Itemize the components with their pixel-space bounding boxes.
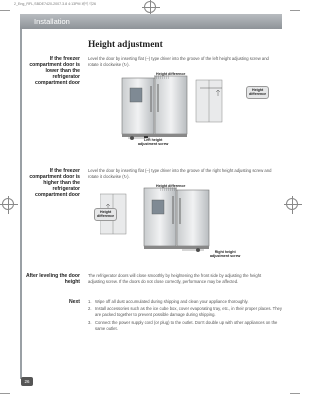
diagram-left-adjust (100, 72, 280, 146)
screw-label-line: adjustment screw (138, 142, 169, 146)
heading-after-leveling: After leveling the door height (25, 273, 80, 285)
registration-mark (144, 1, 156, 13)
crop-mark (0, 393, 10, 394)
page-title: Height adjustment (88, 40, 163, 50)
section-label: Installation (34, 17, 70, 26)
badge-height-difference (94, 208, 117, 221)
label-right-screw (210, 250, 240, 258)
text-freezer-higher: Level the door by inserting flat (–) type driver into the groove of the right height adjusting screw and rotate it clockwise (↻). (88, 168, 272, 180)
crop-mark (290, 393, 300, 394)
step-text: Connect the power supply cord (or plug) to the outlet. Don't double up with other appliances on the same outlet. (95, 319, 278, 331)
badge-line: Height (252, 88, 264, 92)
text-after-leveling: The refrigerator doors will close smoothly by heightening the front side by adjusting the height adjusting screw. If the doors do not close correctly, performance may be affected. (88, 273, 262, 285)
badge-line: difference (249, 92, 267, 97)
label-height-difference: Height difference (156, 184, 186, 188)
step-text: Install accessories such as the ice cube box, cover evaporating tray, etc., in their proper places. They are packed together to prevent possible damage during shipping. (95, 306, 282, 318)
fridge-illustration-left (100, 72, 280, 146)
step-text: Wipe off all dust accumulated during shipping and clean your appliance thoroughly. (95, 299, 249, 304)
heading-freezer-higher: If the freezer compartment door is higher than the refrigerator compartment door (29, 168, 80, 198)
crop-mark (290, 10, 300, 11)
badge-height-difference (246, 86, 269, 99)
text-freezer-lower: Level the door by inserting flat (–) type driver into the groove of the left height adjusting screw and rotate it clockwise (↻). (88, 56, 269, 68)
screw-label-line: adjustment screw (210, 254, 241, 258)
step-number: 1. (88, 299, 92, 304)
screw-label-line: Right height (214, 250, 236, 254)
label-left-screw (138, 138, 168, 146)
registration-mark (2, 198, 14, 210)
step-number: 3. (88, 319, 92, 325)
heading-next: Next (68, 299, 80, 305)
list-item (88, 320, 283, 332)
badge-line: Height (100, 210, 112, 214)
registration-mark (286, 198, 298, 210)
screw-label-line: Left height (143, 138, 163, 142)
label-height-difference: Height difference (156, 72, 186, 76)
section-header-bar (20, 14, 282, 29)
list-item (88, 306, 283, 318)
step-number: 2. (88, 306, 92, 312)
heading-freezer-lower: If the freezer compartment door is lower than the refrigerator compartment door (29, 56, 80, 86)
list-item (88, 299, 283, 305)
crop-mark (0, 10, 10, 11)
fridge-illustration-right (100, 184, 280, 258)
print-header: 2_Eng_RFL,SBDE7420-2007.3.8 4:13PM 페이지26 (14, 2, 96, 6)
badge-line: difference (97, 214, 115, 219)
page-number: 26 (21, 377, 33, 386)
diagram-right-adjust (97, 184, 280, 258)
next-steps-list (88, 299, 283, 333)
